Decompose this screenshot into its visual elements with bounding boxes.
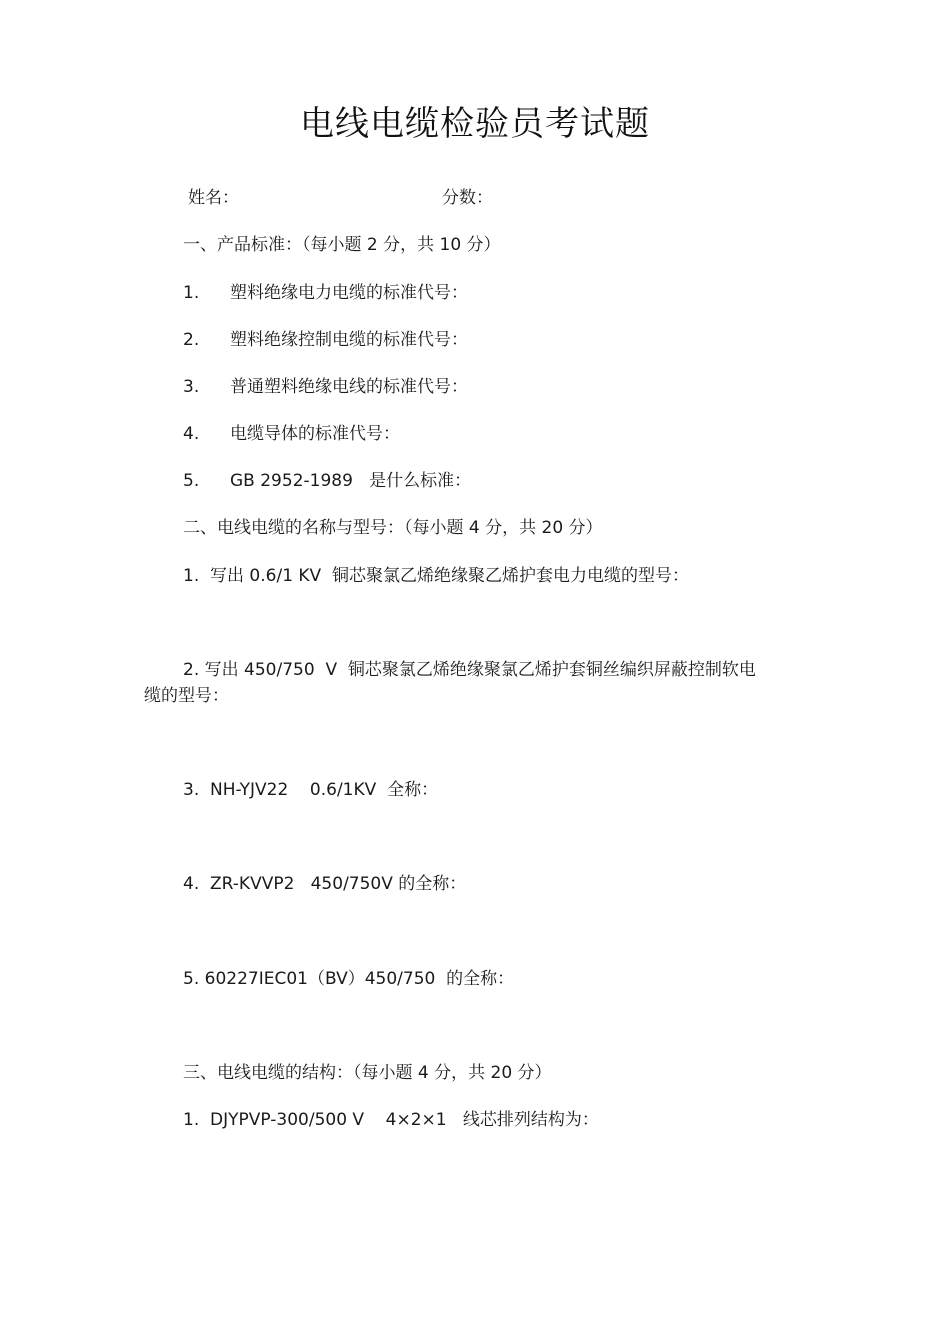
question-text: 2. 写出 450/750 V 铜芯聚氯乙烯绝缘聚氯乙烯护套铜丝编织屏蔽控制软电	[183, 660, 756, 680]
question-number: 4.	[183, 424, 200, 444]
question-text: 1. DJYPVP-300/500 V 4×2×1 线芯排列结构为：	[183, 1110, 599, 1130]
question-text: 电缆导体的标准代号：	[230, 424, 400, 444]
name-label: 姓名：	[188, 188, 239, 208]
section3-heading: 三、电线电缆的结构：（每小题 4 分，共 20 分）	[183, 1063, 552, 1083]
question-number: 2.	[183, 330, 200, 350]
question-number: 1.	[183, 283, 200, 303]
question-text: GB 2952-1989 是什么标准：	[230, 471, 472, 491]
question-text: 3. NH-YJV22 0.6/1KV 全称：	[183, 780, 439, 800]
section1-heading: 一、产品标准：（每小题 2 分，共 10 分）	[183, 235, 501, 255]
question-text-continued: 缆的型号：	[144, 686, 229, 706]
score-label: 分数：	[442, 188, 493, 208]
section2-heading: 二、电线电缆的名称与型号：（每小题 4 分，共 20 分）	[183, 518, 603, 538]
question-text: 4. ZR-KVVP2 450/750V 的全称：	[183, 874, 467, 894]
question-text: 塑料绝缘电力电缆的标准代号：	[230, 283, 468, 303]
question-text: 1. 写出 0.6/1 KV 铜芯聚氯乙烯绝缘聚乙烯护套电力电缆的型号：	[183, 566, 689, 586]
question-text: 5. 60227IEC01（BV）450/750 的全称：	[183, 969, 515, 989]
page-title: 电线电缆检验员考试题	[300, 104, 650, 144]
question-number: 5.	[183, 471, 200, 491]
question-text: 塑料绝缘控制电缆的标准代号：	[230, 330, 468, 350]
question-number: 3.	[183, 377, 200, 397]
question-text: 普通塑料绝缘电线的标准代号：	[230, 377, 468, 397]
